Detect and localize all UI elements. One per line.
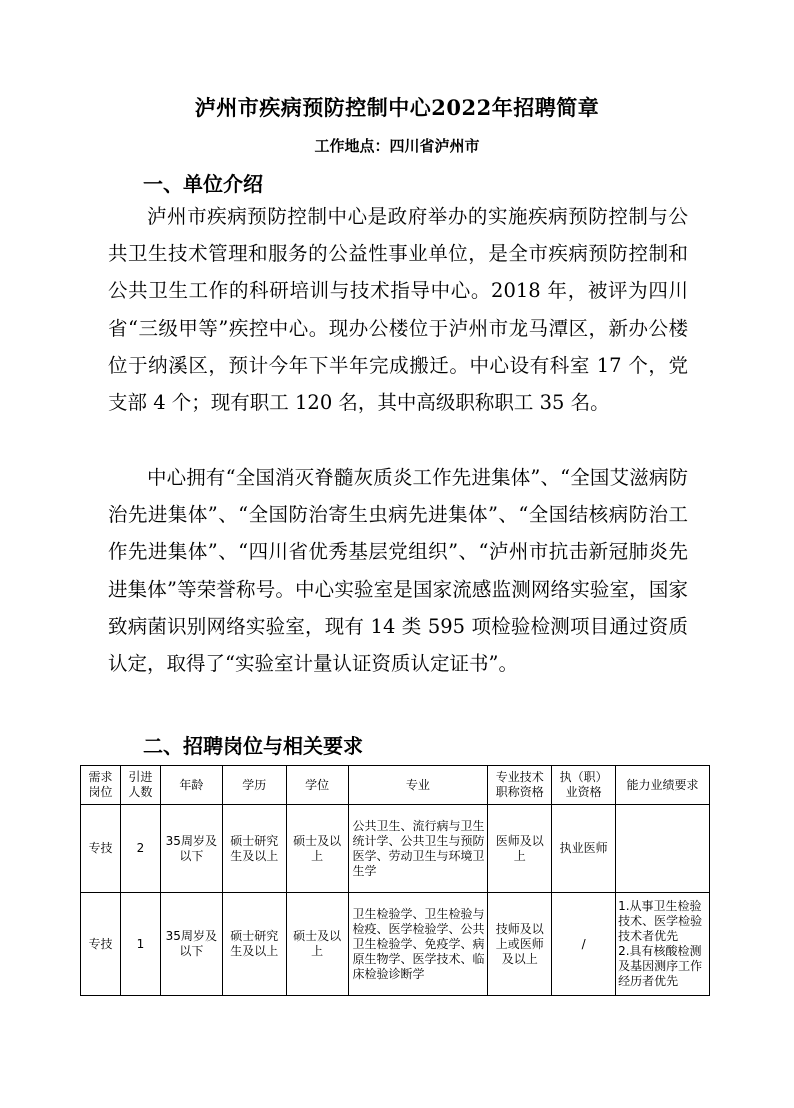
- cell-major: 卫生检验学、卫生检验与检疫、医学检验学、公共卫生检验学、免疫学、病原生物学、医学技术、临床检验诊断学: [348, 893, 488, 996]
- cell-license: /: [552, 893, 616, 996]
- header-degree: 学位: [286, 766, 348, 805]
- cell-education: 硕士研究生及以上: [222, 805, 286, 893]
- cell-age: 35周岁及以下: [160, 805, 222, 893]
- cell-count: 1: [120, 893, 160, 996]
- table-row: [81, 893, 710, 996]
- cell-ability: [616, 805, 710, 893]
- table-header-row: [81, 766, 710, 805]
- ability-item: 1.从事卫生检验技术、医学检验技术者优先: [618, 899, 703, 943]
- cell-education: 硕士研究生及以上: [222, 893, 286, 996]
- cell-age: 35周岁及以下: [160, 893, 222, 996]
- intro-paragraph-2: 中心拥有“全国消灭脊髓灰质炎工作先进集体”、“全国艾滋病防治先进集体”、“全国防治寄生虫病先进集体”、“全国结核病防治工作先进集体”、“四川省优秀基层党组织”、“泸州市抗击新冠肺炎先进集体”等荣誉称号。中心实验室是国家流感监测网络实验室，国家致病菌识别网络实验室，现有 14 类 595 项检验检测项目通过资质认定，取得了“实验室计量认证资质认定证书”。: [108, 466, 688, 676]
- cell-post: 专技: [81, 893, 121, 996]
- work-location: 工作地点：四川省泸州市: [314, 137, 480, 155]
- intro-paragraph-1: 泸州市疾病预防控制中心是政府举办的实施疾病预防控制与公共卫生技术管理和服务的公益性事业单位，是全市疾病预防控制和公共卫生工作的科研培训与技术指导中心。2018 年，被评为四川省“三级甲等”疾控中心。现办公楼位于泸州市龙马潭区，新办公楼位于纳溪区，预计今年下半年完成搬迁。中心设有科室 17 个，党支部 4 个；现有职工 120 名，其中高级职称职工 35 名。: [108, 205, 688, 415]
- cell-major: 公共卫生、流行病与卫生统计学、公共卫生与预防医学、劳动卫生与环境卫生学: [348, 805, 488, 893]
- cell-degree: 硕士及以上: [286, 893, 348, 996]
- cell-title: 技师及以上或医师及以上: [488, 893, 552, 996]
- header-education: 学历: [222, 766, 286, 805]
- header-post: 需求岗位: [81, 766, 121, 805]
- table-row: [81, 805, 710, 893]
- header-major: 专业: [348, 766, 488, 805]
- jobs-table: [80, 765, 710, 996]
- header-count: 引进人数: [120, 766, 160, 805]
- cell-degree: 硕士及以上: [286, 805, 348, 893]
- header-license: 执（职）业资格: [552, 766, 616, 805]
- cell-count: 2: [120, 805, 160, 893]
- cell-title: 医师及以上: [488, 805, 552, 893]
- header-age: 年龄: [160, 766, 222, 805]
- cell-post: 专技: [81, 805, 121, 893]
- header-title: 专业技术职称资格: [488, 766, 552, 805]
- cell-ability: [616, 893, 710, 996]
- header-ability: 能力业绩要求: [616, 766, 710, 805]
- section-heading-jobs: 二、招聘岗位与相关要求: [143, 734, 363, 758]
- section-heading-intro: 一、单位介绍: [143, 172, 263, 196]
- page-title: 泸州市疾病预防控制中心2022年招聘简章: [194, 95, 600, 120]
- ability-item: 2.具有核酸检测及基因测序工作经历者优先: [618, 944, 703, 988]
- cell-license: 执业医师: [552, 805, 616, 893]
